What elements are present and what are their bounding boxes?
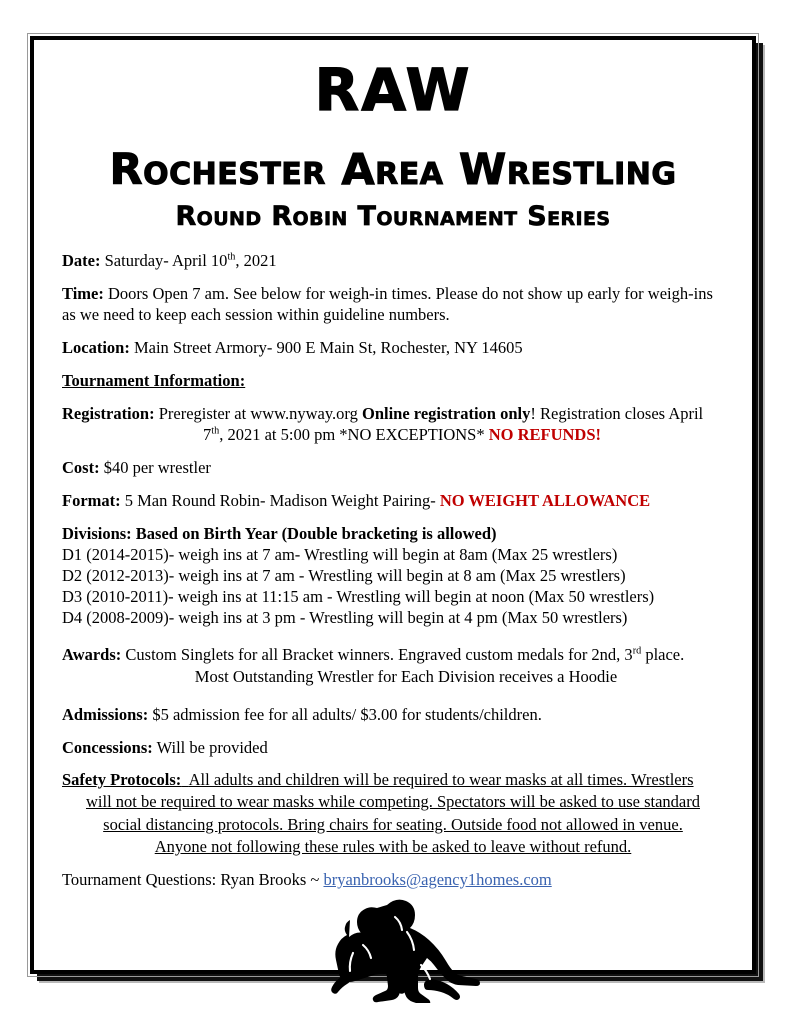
awards-label: Awards: (62, 645, 122, 665)
format-line (62, 490, 724, 512)
safety-protocols-block (62, 769, 724, 857)
format-label: Format: (62, 491, 121, 510)
registration-line (62, 403, 724, 447)
safety-line: social distancing protocols. Bring chairs for seating. Outside food not allowed in venue. (103, 814, 683, 834)
wrestlers-silhouette-icon (303, 895, 483, 1003)
flyer-frame (30, 36, 756, 974)
concessions-line (62, 737, 724, 759)
cost-line (62, 457, 724, 479)
safety-label: Safety Protocols: (62, 770, 182, 790)
no-refunds-notice: NO REFUNDS! (488, 425, 601, 445)
admissions-line (62, 704, 724, 726)
concessions-value: Will be provided (156, 737, 268, 757)
date-line (62, 250, 724, 272)
contact-prefix: Tournament Questions: Ryan Brooks ~ (62, 869, 324, 889)
division-row: D4 (2008-2009)- weigh ins at 3 pm - Wrestling will begin at 4 pm (Max 50 wrestlers) (62, 608, 628, 628)
format-value: 5 Man Round Robin- Madison Weight Pairing- (124, 491, 440, 510)
registration-closes: ! Registration closes April (530, 403, 704, 423)
safety-line: Anyone not following these rules with be asked to leave without refund. (154, 836, 632, 856)
concessions-label: Concessions: (62, 737, 153, 757)
location-line (62, 337, 724, 359)
time-line (62, 283, 724, 327)
deadline-ordinal-suffix: th (211, 425, 220, 437)
registration-online-only: Online registration only (362, 403, 531, 423)
time-label: Time: (62, 283, 104, 303)
division-row: D2 (2012-2013)- weigh ins at 7 am - Wrestling will begin at 8 am (Max 25 wrestlers) (62, 565, 626, 585)
registration-label: Registration: (62, 403, 155, 423)
no-weight-allowance-notice: NO WEIGHT ALLOWANCE (439, 491, 651, 510)
divisions-block (62, 523, 724, 629)
title-organization: Rochester Area Wrestling (109, 144, 677, 195)
safety-line: Safety Protocols: All adults and children will be required to wear masks at all times. Wrestlers (62, 770, 694, 790)
location-value: Main Street Armory- 900 E Main St, Rochester, NY 14605 (133, 338, 523, 358)
flyer-body (62, 250, 724, 1008)
safety-line: will not be required to wear masks while competing. Spectators will be asked to use standard (85, 792, 700, 812)
title-series: Round Robin Tournament Series (175, 201, 611, 233)
time-value: Doors Open 7 am. See below for weigh-in times. Please do not show up early for weigh-ins as we need to keep each session within guideline numbers. (62, 283, 713, 325)
divisions-heading: Divisions: Based on Birth Year (Double bracketing is allowed) (62, 523, 497, 543)
flyer-content (34, 40, 752, 970)
division-row: D1 (2014-2015)- weigh ins at 7 am- Wrestling will begin at 8am (Max 25 wrestlers) (62, 544, 618, 564)
title-acronym: RAW (314, 56, 472, 124)
division-row: D3 (2010-2011)- weigh ins at 11:15 am - Wrestling will begin at noon (Max 50 wrestlers) (62, 587, 655, 607)
registration-deadline: 7th, 2021 at 5:00 pm *NO EXCEPTIONS* NO REFUNDS! (203, 425, 601, 445)
awards-value: Custom Singlets for all Bracket winners. Engraved custom medals for 2nd, 3rd place. (125, 645, 685, 665)
location-label: Location: (62, 338, 130, 358)
cost-value: $40 per wrestler (103, 458, 211, 478)
date-ordinal-suffix: th (227, 251, 236, 263)
tournament-info-heading: Tournament Information: (62, 370, 246, 390)
logo-container (62, 895, 724, 1009)
admissions-value: $5 admission fee for all adults/ $3.00 for students/children. (152, 704, 542, 724)
date-value: Saturday- April 10th, 2021 (104, 250, 277, 270)
registration-text: Preregister at www.nyway.org (158, 403, 358, 423)
awards-ordinal-suffix: rd (632, 645, 642, 657)
cost-label: Cost: (62, 458, 100, 478)
admissions-label: Admissions: (62, 704, 149, 724)
contact-line (62, 869, 724, 891)
contact-email-link[interactable]: bryanbrooks@agency1homes.com (323, 869, 552, 889)
awards-outstanding-wrestler: Most Outstanding Wrestler for Each Division receives a Hoodie (194, 667, 618, 687)
awards-line (62, 644, 724, 688)
masthead (62, 56, 724, 233)
date-label: Date: (62, 250, 101, 270)
